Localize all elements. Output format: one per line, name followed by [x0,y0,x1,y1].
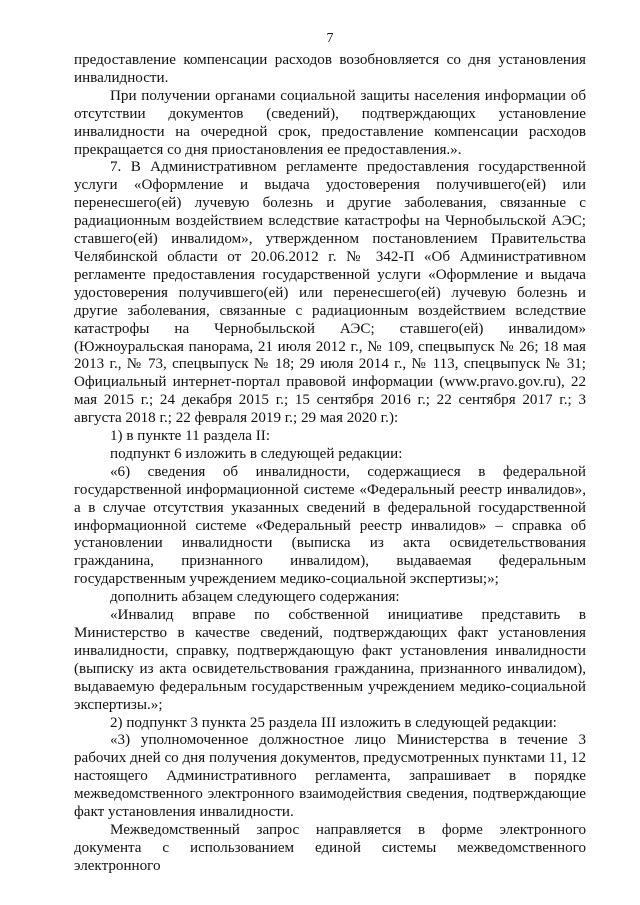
paragraph: «Инвалид вправе по собственной инициативе представить в Министерство в качестве сведений, подтверждающих факт установления инвалидности, справку, подтверждающую факт установления инвалидности (выписку из акта освидетельствования гражданина, признанного инвалидом), выдаваемую федеральным государственным учреждением медико-социальной экспертизы.»; [74,607,586,713]
paragraph: предоставление компенсации расходов возобновляется со дня установления инвалидности. [74,52,586,86]
paragraph: «3) уполномоченное должностное лицо Министерства в течение 3 рабочих дней со дня получения документов, предусмотренных пунктами 11, 12 настоящего Административного регламента, запрашивает в порядке межведомственного электронного взаимодействия сведения, подтверждающие факт установления инвалидности. [74,732,586,821]
document-body [74,52,586,876]
paragraph: 2) подпункт 3 пункта 25 раздела III изложить в следующей редакции: [110,714,557,731]
paragraph: При получении органами социальной защиты населения информации об отсутствии документов (сведений), подтверждающих установление инвалидности на очередной срок, предоставление компенсации расходов прекращается со дня приостановления ее предоставления.». [74,87,586,158]
paragraph: 7. В Административном регламенте предоставления государственной услуги «Оформление и выдача удостоверения получившего(ей) или перенесшего(ей) лучевую болезнь и другие заболевания, связанные с радиационным воздействием вследствие катастрофы на Чернобыльской АЭС; ставшего(ей) инвалидом», утвержденном постановлением Правительства Челябинской области от 20.06.2012 г. № 342-П «Об Административном регламенте предоставления государственной услуги «Оформление и выдача удостоверения получившего(ей) или перенесшего(ей) лучевую болезнь и другие заболевания, связанные с радиационным воздействием вследствие катастрофы на Чернобыльской АЭС; ставшего(ей) инвалидом» (Южноуральская панорама, 21 июля 2012 г., № 109, спецвыпуск № 26; 18 мая 2013 г., № 73, спецвыпуск № 18; 29 июля 2014 г., № 113, спецвыпуск № 31; Официальный интернет-портал правовой информации (www.pravo.gov.ru), 22 мая 2015 г.; 24 декабря 2015 г.; 15 сентября 2016 г.; 22 сентября 2017 г.; 3 августа 2018 г.; 22 февраля 2019 г.; 29 мая 2020 г.): [74,159,586,427]
paragraph: подпункт 6 изложить в следующей редакции: [110,445,403,462]
paragraph: дополнить абзацем следующего содержания: [110,589,400,606]
paragraph: «6) сведения об инвалидности, содержащиеся в федеральной государственной информационной системе «Федеральный реестр инвалидов», а в случае отсутствия указанных сведений в федеральной государственной информационной системе «Федеральный реестр инвалидов» – справка об установлении инвалидности (выписка из акта освидетельствования гражданина, признанного инвалидом), выдаваемая федеральным государственным учреждением медико-социальной экспертизы;»; [74,463,586,588]
paragraph: Межведомственный запрос направляется в форме электронного документа с использованием единой системы межведомственного электронного [74,821,586,874]
paragraph: 1) в пункте 11 раздела II: [110,428,271,445]
page-number: 7 [326,31,334,46]
